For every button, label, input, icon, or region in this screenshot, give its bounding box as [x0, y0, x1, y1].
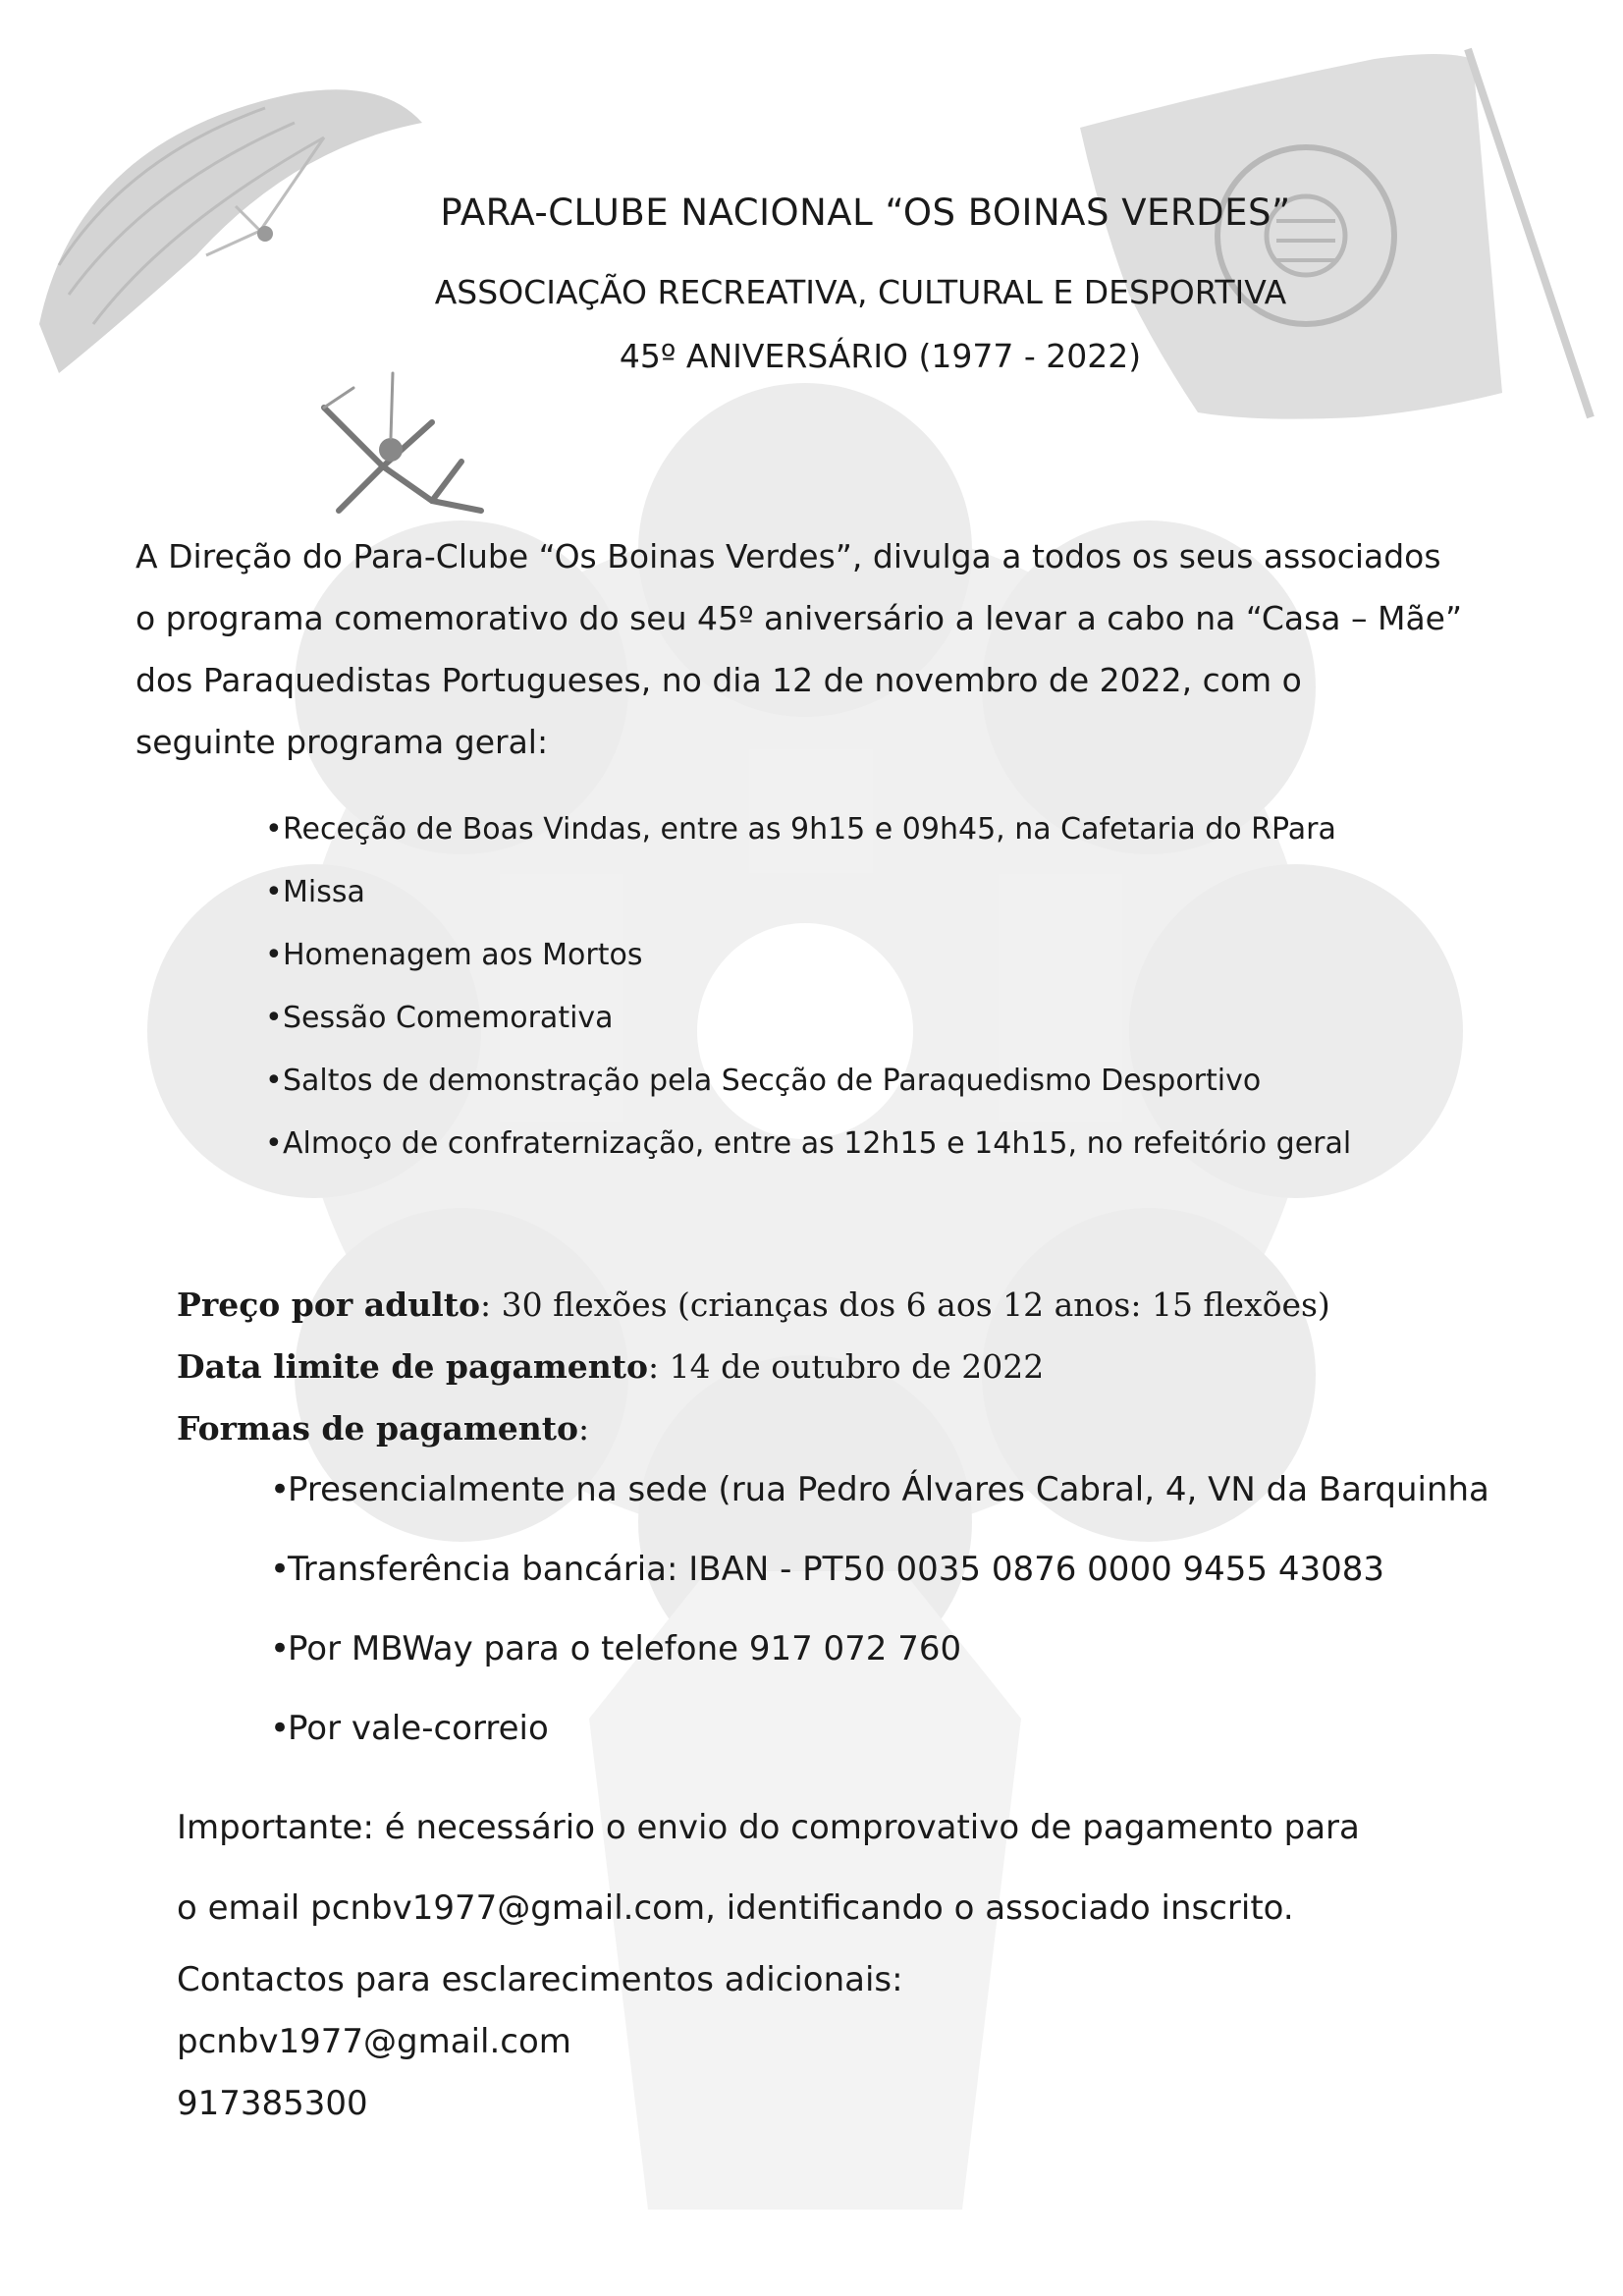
payment-methods-list	[270, 1450, 1489, 1769]
payment-method-text: Presencialmente na sede (rua Pedro Álvares Cabral, 4, VN da Barquinha	[288, 1470, 1489, 1509]
adult-price-label: Preço por adulto	[177, 1285, 480, 1324]
payment-methods-suffix: :	[578, 1409, 590, 1448]
anniversary-heading: 45º ANIVERSÁRIO (1977 - 2022)	[619, 337, 1142, 375]
program-item	[265, 861, 1351, 924]
program-item	[265, 1050, 1351, 1113]
program-item-text: Homenagem aos Mortos	[283, 938, 643, 972]
program-item	[265, 798, 1351, 861]
intro-paragraph	[135, 525, 1530, 773]
page-subtitle: ASSOCIAÇÃO RECREATIVA, CULTURAL E DESPORTIVA	[434, 273, 1287, 311]
payment-method-item	[270, 1610, 1489, 1689]
bullet-icon: •	[265, 1126, 283, 1161]
payment-method-text: Por MBWay para o telefone 917 072 760	[288, 1629, 962, 1668]
bullet-icon: •	[270, 1709, 291, 1748]
important-notice	[177, 1787, 1360, 1948]
intro-line: A Direção do Para-Clube “Os Boinas Verdes”, divulga a todos os seus associados	[135, 537, 1441, 575]
adult-price-value: : 30 flexões (crianças dos 6 aos 12 anos: 15 flexões)	[480, 1285, 1330, 1324]
program-list	[265, 798, 1351, 1175]
contact-email: pcnbv1977@gmail.com	[177, 2022, 571, 2061]
bullet-icon: •	[270, 1629, 291, 1668]
bullet-icon: •	[265, 1064, 283, 1098]
program-item-text: Saltos de demonstração pela Secção de Paraquedismo Desportivo	[283, 1064, 1262, 1098]
payment-method-text: Transferência bancária: IBAN - PT50 0035 0876 0000 9455 43083	[288, 1550, 1385, 1589]
bullet-icon: •	[270, 1470, 291, 1509]
bullet-icon: •	[270, 1550, 291, 1589]
notice-line: o email pcnbv1977@gmail.com, identificando o associado inscrito.	[177, 1888, 1294, 1928]
contacts-block	[177, 1949, 903, 2135]
payment-deadline	[177, 1336, 1330, 1397]
intro-line: o programa comemorativo do seu 45º aniversário a levar a cabo na “Casa – Mãe”	[135, 599, 1463, 637]
payment-methods-label: Formas de pagamento	[177, 1409, 579, 1448]
price-block	[177, 1274, 1330, 1459]
bullet-icon: •	[265, 812, 283, 847]
contacts-heading: Contactos para esclarecimentos adicionais:	[177, 1960, 903, 1999]
adult-price	[177, 1274, 1330, 1336]
bullet-icon: •	[265, 1001, 283, 1035]
bullet-icon: •	[265, 875, 283, 909]
program-item-text: Sessão Comemorativa	[283, 1001, 614, 1035]
program-item	[265, 987, 1351, 1050]
intro-line: dos Paraquedistas Portugueses, no dia 12 de novembro de 2022, com o	[135, 661, 1302, 699]
bullet-icon: •	[265, 938, 283, 972]
program-item	[265, 1113, 1351, 1175]
payment-deadline-label: Data limite de pagamento	[177, 1347, 648, 1386]
payment-deadline-value: : 14 de outubro de 2022	[648, 1347, 1045, 1386]
program-item-text: Receção de Boas Vindas, entre as 9h15 e 09h45, na Cafetaria do RPara	[283, 812, 1336, 847]
payment-method-text: Por vale-correio	[288, 1709, 549, 1748]
payment-method-item	[270, 1450, 1489, 1530]
notice-line: Importante: é necessário o envio do comprovativo de pagamento para	[177, 1808, 1360, 1847]
page-title: PARA-CLUBE NACIONAL “OS BOINAS VERDES”	[440, 191, 1291, 234]
program-item-text: Missa	[283, 875, 365, 909]
intro-line: seguinte programa geral:	[135, 723, 549, 761]
paratrooper-icon	[324, 373, 481, 511]
payment-method-item	[270, 1689, 1489, 1769]
program-item-text: Almoço de confraternização, entre as 12h15 e 14h15, no refeitório geral	[283, 1126, 1352, 1161]
contact-phone: 917385300	[177, 2084, 368, 2123]
program-item	[265, 924, 1351, 987]
payment-method-item	[270, 1530, 1489, 1610]
